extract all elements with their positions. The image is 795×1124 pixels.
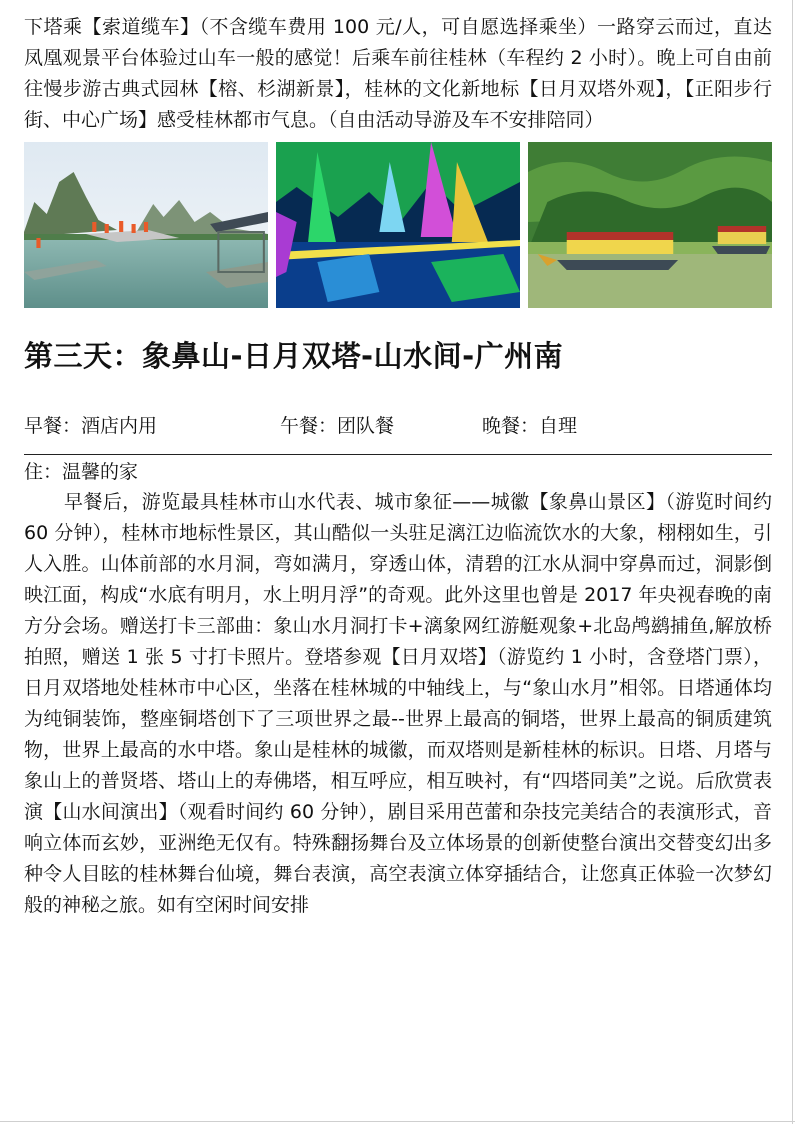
page-bottom-border	[0, 1121, 795, 1122]
breakfast-info: 早餐：酒店内用	[24, 415, 158, 437]
day-three-title: 第三天：象鼻山-日月双塔-山水间-广州南	[24, 339, 564, 373]
bamboo-raft-photo	[24, 142, 268, 308]
meals-row	[24, 412, 772, 440]
river-dragon-boat-photo	[528, 142, 772, 308]
section-divider	[24, 454, 772, 455]
dinner-info: 晚餐：自理	[482, 415, 578, 437]
accommodation-info: 住：温馨的家	[24, 461, 139, 483]
document-content	[24, 12, 772, 921]
intro-paragraph: 下塔乘【索道缆车】（不含缆车费用 100 元/人，可自愿选择乘坐）一路穿云而过，直达凤凰观景平台体验过山车一般的感觉！后乘车前往桂林（车程约 2 小时）。晚上可自由前往慢步游古典式园林【榕、杉湖新景】，桂林的文化新地标【日月双塔外观】，【正阳步行街、中心广场】感受桂林都市气息。（自由活动导游及车不安排陪同）	[24, 16, 772, 131]
lunch-info: 午餐：团队餐	[280, 415, 395, 437]
karst-cave-photo	[276, 142, 520, 308]
page-right-border	[792, 0, 793, 1124]
day-three-description: 早餐后，游览最具桂林市山水代表、城市象征——城徽【象鼻山景区】（游览时间约 60 分钟），桂林市地标性景区，其山酷似一头驻足漓江边临流饮水的大象，栩栩如生，引人入胜。山体前部的水月洞，弯如满月，穿透山体，清碧的江水从洞中穿鼻而过，洞影倒映江面，构成“水底有明月，水上明月浮”的奇观。此外这里也曾是 2017 年央视春晚的南方分会场。赠送打卡三部曲：象山水月洞打卡+漓象网红游艇观象+北岛鸬鹚捕鱼,解放桥拍照，赠送 1 张 5 寸打卡照片。登塔参观【日月双塔】（游览约 1 小时，含登塔门票），日月双塔地处桂林市中心区，坐落在桂林城的中轴线上，与“象山水月”相邻。日塔通体均为纯铜装饰，整座铜塔创下了三项世界之最--世界上最高的铜塔，世界上最高的铜质建筑物，世界上最高的水中塔。象山是桂林的城徽，而双塔则是新桂林的标识。日塔、月塔与象山上的普贤塔、塔山上的寿佛塔，相互呼应，相互映衬，有“四塔同美”之说。后欣赏表演【山水间演出】（观看时间约 60 分钟），剧目采用芭蕾和杂技完美结合的表演形式，音响立体而玄妙，亚洲绝无仅有。特殊翻扬舞台及立体场景的创新使整台演出交替变幻出多种令人目眩的桂林舞台仙境，舞台表演，高空表演立体穿插结合，让您真正体验一次梦幻般的神秘之旅。如有空闲时间安排	[24, 491, 772, 916]
photo-strip	[24, 142, 772, 308]
